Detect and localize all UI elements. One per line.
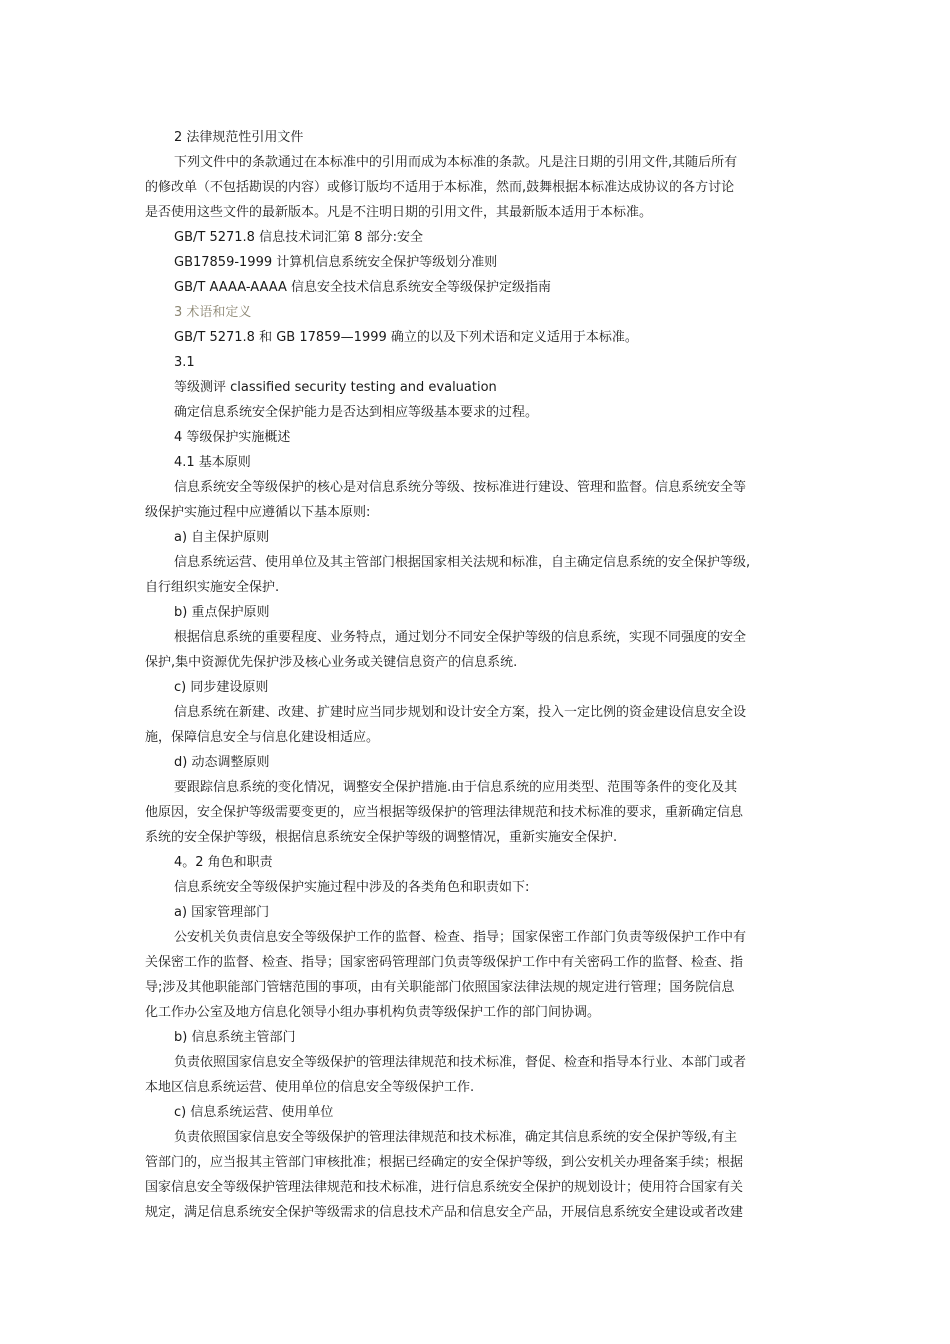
- section-3-heading: 3 术语和定义: [174, 305, 252, 320]
- section-4-2-intro: 信息系统安全等级保护实施过程中涉及的各类角色和职责如下:: [174, 880, 530, 895]
- principle-a-label: a) 自主保护原则: [174, 530, 270, 545]
- section-4-heading: 4 等级保护实施概述: [174, 430, 291, 445]
- section-4-1-paragraph: 信息系统安全等级保护的核心是对信息系统分等级、按标准进行建设、管理和监督。信息系统安全等 级保护实施过程中应遵循以下基本原则:: [145, 480, 747, 520]
- reference-3: GB/T AAAA-AAAA 信息安全技术信息系统安全等级保护定级指南: [174, 280, 552, 295]
- section-3-1-definition: 确定信息系统安全保护能力是否达到相应等级基本要求的过程。: [174, 405, 539, 420]
- principle-c-paragraph: 信息系统在新建、改建、扩建时应当同步规划和设计安全方案，投入一定比例的资金建设信息安全设 施，保障信息安全与信息化建设相适应。: [145, 705, 747, 745]
- role-c-label: c) 信息系统运营、使用单位: [174, 1105, 334, 1120]
- section-2-paragraph: 下列文件中的条款通过在本标准中的引用而成为本标准的条款。凡是注日期的引用文件,其随后所有 的修改单（不包括勘误的内容）或修订版均不适用于本标准，然而,鼓舞根据本标准达成协议的各方讨论 是否使用这些文件的最新版本。凡是不注明日期的引用文件，其最新版本适用于本标准。: [145, 155, 738, 220]
- section-3-1-number: 3.1: [174, 355, 195, 370]
- principle-d-label: d) 动态调整原则: [174, 755, 270, 770]
- principle-b-paragraph: 根据信息系统的重要程度、业务特点，通过划分不同安全保护等级的信息系统，实现不同强度的安全 保护,集中资源优先保护涉及核心业务或关键信息资产的信息系统.: [145, 630, 747, 670]
- section-4-1-heading: 4.1 基本原则: [174, 455, 251, 470]
- principle-a-paragraph: 信息系统运营、使用单位及其主管部门根据国家相关法规和标准，自主确定信息系统的安全保护等级, 自行组织实施安全保护.: [145, 555, 751, 595]
- principle-d-paragraph: 要跟踪信息系统的变化情况，调整安全保护措施.由于信息系统的应用类型、范围等条件的变化及其 他原因，安全保护等级需要变更的，应当根据等级保护的管理法律规范和技术标准的要求，重新确定信息 系统的安全保护等级，根据信息系统安全保护等级的调整情况，重新实施安全保护.: [145, 780, 744, 845]
- section-2-heading: 2 法律规范性引用文件: [174, 130, 304, 145]
- role-b-label: b) 信息系统主管部门: [174, 1030, 296, 1045]
- role-b-paragraph: 负责依照国家信息安全等级保护的管理法律规范和技术标准，督促、检查和指导本行业、本部门或者 本地区信息系统运营、使用单位的信息安全等级保护工作.: [145, 1055, 747, 1095]
- section-3-intro: GB/T 5271.8 和 GB 17859—1999 确立的以及下列术语和定义适用于本标准。: [174, 330, 638, 345]
- reference-2: GB17859-1999 计算机信息系统安全保护等级划分准则: [174, 255, 498, 270]
- reference-1: GB/T 5271.8 信息技术词汇第 8 部分:安全: [174, 230, 423, 245]
- role-c-paragraph: 负责依照国家信息安全等级保护的管理法律规范和技术标准，确定其信息系统的安全保护等级,有主 管部门的，应当报其主管部门审核批准；根据已经确定的安全保护等级，到公安机关办理备案手续；根据 国家信息安全等级保护管理法律规范和技术标准，进行信息系统安全保护的规划设计；使用符合国家有关 规定，满足信息系统安全保护等级需求的信息技术产品和信息安全产品，开展信息系统安全建设或者改建: [145, 1130, 744, 1220]
- role-a-paragraph: 公安机关负责信息安全等级保护工作的监督、检查、指导；国家保密工作部门负责等级保护工作中有 关保密工作的监督、检查、指导；国家密码管理部门负责等级保护工作中有关密码工作的监督、检查、指 导;涉及其他职能部门管辖范围的事项，由有关职能部门依照国家法律法规的规定进行管理；国务院信息 化工作办公室及地方信息化领导小组办事机构负责等级保护工作的部门间协调。: [145, 930, 747, 1020]
- section-4-2-heading: 4。2 角色和职责: [174, 855, 273, 870]
- role-a-label: a) 国家管理部门: [174, 905, 270, 920]
- principle-c-label: c) 同步建设原则: [174, 680, 269, 695]
- principle-b-label: b) 重点保护原则: [174, 605, 270, 620]
- section-3-1-term: 等级测评 classified security testing and evaluation: [174, 380, 497, 395]
